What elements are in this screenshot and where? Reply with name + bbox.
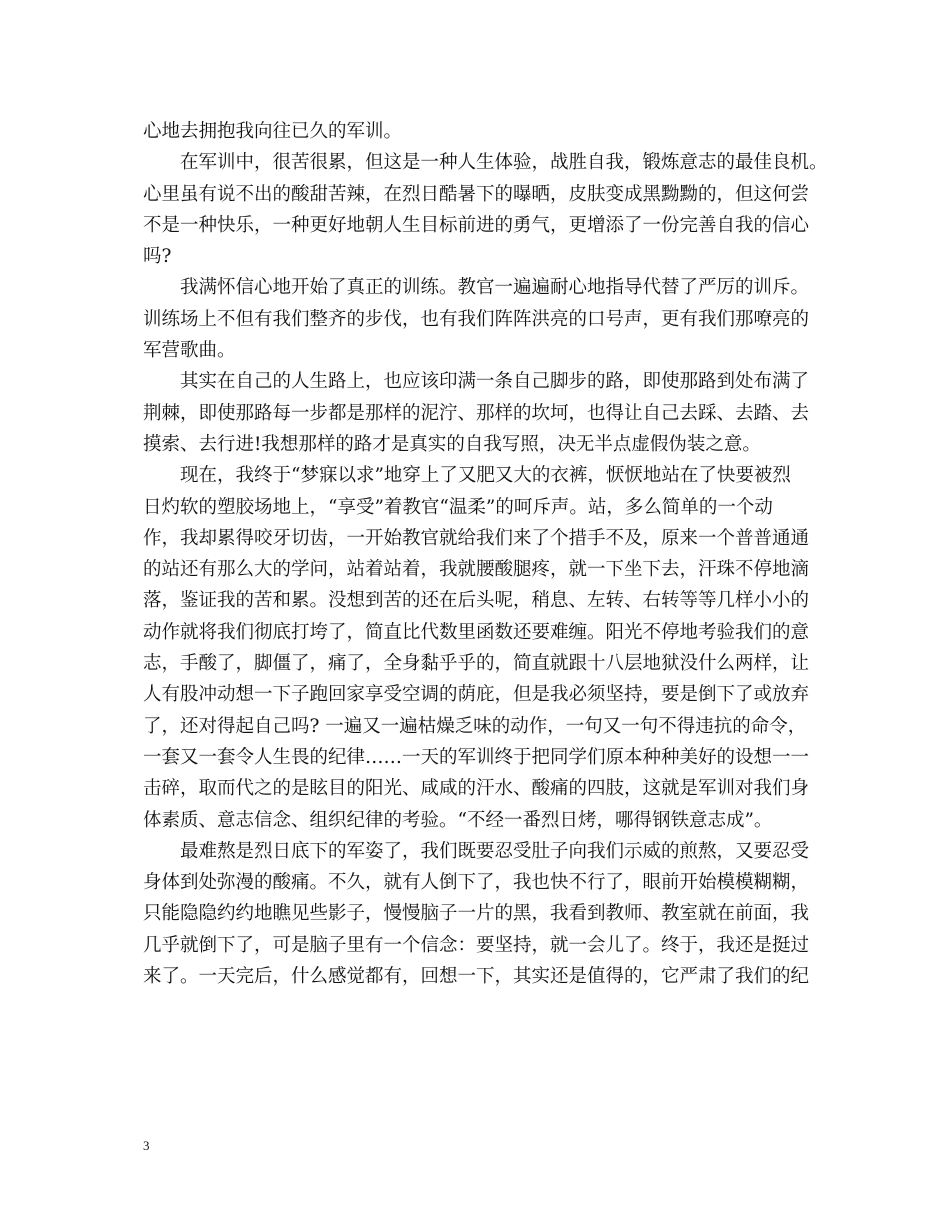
- text-line: 军营歌曲。: [143, 340, 236, 362]
- text-line: 心里虽有说不出的酸甜苦辣，在烈日酷暑下的曝晒，皮肤变成黑黝黝的，但这何尝: [143, 183, 810, 205]
- text-line: 几乎就倒下了，可是脑子里有一个信念：要坚持，就一会儿了。终于，我还是挺过: [143, 934, 810, 956]
- text-line: 人有股冲动想一下子跑回家享受空调的荫庇，但是我必须坚持，要是倒下了或放弃: [143, 684, 810, 706]
- text-line: 动作就将我们彻底打垮了，简直比代数里函数还要难缠。阳光不停地考验我们的意: [143, 621, 810, 643]
- paragraph-first-line: 其实在自己的人生路上，也应该印满一条自己脚步的路，即使那路到处布满了: [180, 371, 810, 393]
- text-line: 身体到处弥漫的酸痛。不久，就有人倒下了，我也快不行了，眼前开始模模糊糊，: [143, 872, 810, 894]
- text-line: 荆棘，即使那路每一步都是那样的泥泞、那样的坎坷，也得让自己去踩、去踏、去: [143, 402, 810, 424]
- body-text: [143, 116, 828, 992]
- text-line: 了，还对得起自己吗? 一遍又一遍枯燥乏味的动作，一句又一句不得违抗的命令，: [143, 715, 807, 737]
- text-line: 一套又一套令人生畏的纪律……一天的军训终于把同学们原本种种美好的设想一一: [143, 746, 810, 768]
- text-line: 摸索、去行进!我想那样的路才是真实的自我写照，决无半点虚假伪装之意。: [143, 433, 761, 455]
- text-line: 不是一种快乐，一种更好地朝人生目标前进的勇气，更增添了一份完善自我的信心: [143, 214, 810, 236]
- text-line: 体素质、意志信念、组织纪律的考验。“不经一番烈日烤，哪得钢铁意志成”。: [143, 809, 773, 831]
- paragraph-first-line: 现在，我终于“梦寐以求”地穿上了又肥又大的衣裤，恹恹地站在了快要被烈: [180, 465, 791, 487]
- page-number: 3: [143, 1138, 150, 1153]
- text-line: 的站还有那么大的学问，站着站着，我就腰酸腿疼，就一下坐下去，汗珠不停地滴: [143, 559, 810, 581]
- text-line: 志，手酸了，脚僵了，痛了，全身黏乎乎的，简直就跟十八层地狱没什么两样，让: [143, 653, 810, 675]
- paragraph-first-line: 在军训中，很苦很累，但这是一种人生体验，战胜自我，锻炼意志的最佳良机。: [180, 152, 828, 174]
- text-line: 心地去拥抱我向往已久的军训。: [143, 121, 403, 142]
- text-line: 日灼软的塑胶场地上，“享受”着教官“温柔”的呵斥声。站，多么简单的一个动: [143, 496, 773, 518]
- text-line: 击碎，取而代之的是眩目的阳光、咸咸的汗水、酸痛的四肢，这就是军训对我们身: [143, 778, 810, 800]
- text-line: 作，我却累得咬牙切齿，一开始教官就给我们来了个措手不及，原来一个普普通通: [143, 527, 810, 549]
- text-line: 训练场上不但有我们整齐的步伐，也有我们阵阵洪亮的口号声，更有我们那嘹亮的: [143, 308, 810, 330]
- text-line: 只能隐隐约约地瞧见些影子，慢慢脑子一片的黑，我看到教师、教室就在前面，我: [143, 903, 810, 925]
- text-line: 落，鉴证我的苦和累。没想到苦的还在后头呢，稍息、左转、右转等等几样小小的: [143, 590, 810, 612]
- text-line: 来了。一天完后，什么感觉都有，回想一下，其实还是值得的，它严肃了我们的纪: [143, 966, 810, 988]
- paragraph-first-line: 最难熬是烈日底下的军姿了，我们既要忍受肚子向我们示威的煎熬，又要忍受: [180, 840, 810, 862]
- text-line: 吗?: [143, 246, 172, 268]
- paragraph-first-line: 我满怀信心地开始了真正的训练。教官一遍遍耐心地指导代替了严厉的训斥。: [180, 277, 810, 299]
